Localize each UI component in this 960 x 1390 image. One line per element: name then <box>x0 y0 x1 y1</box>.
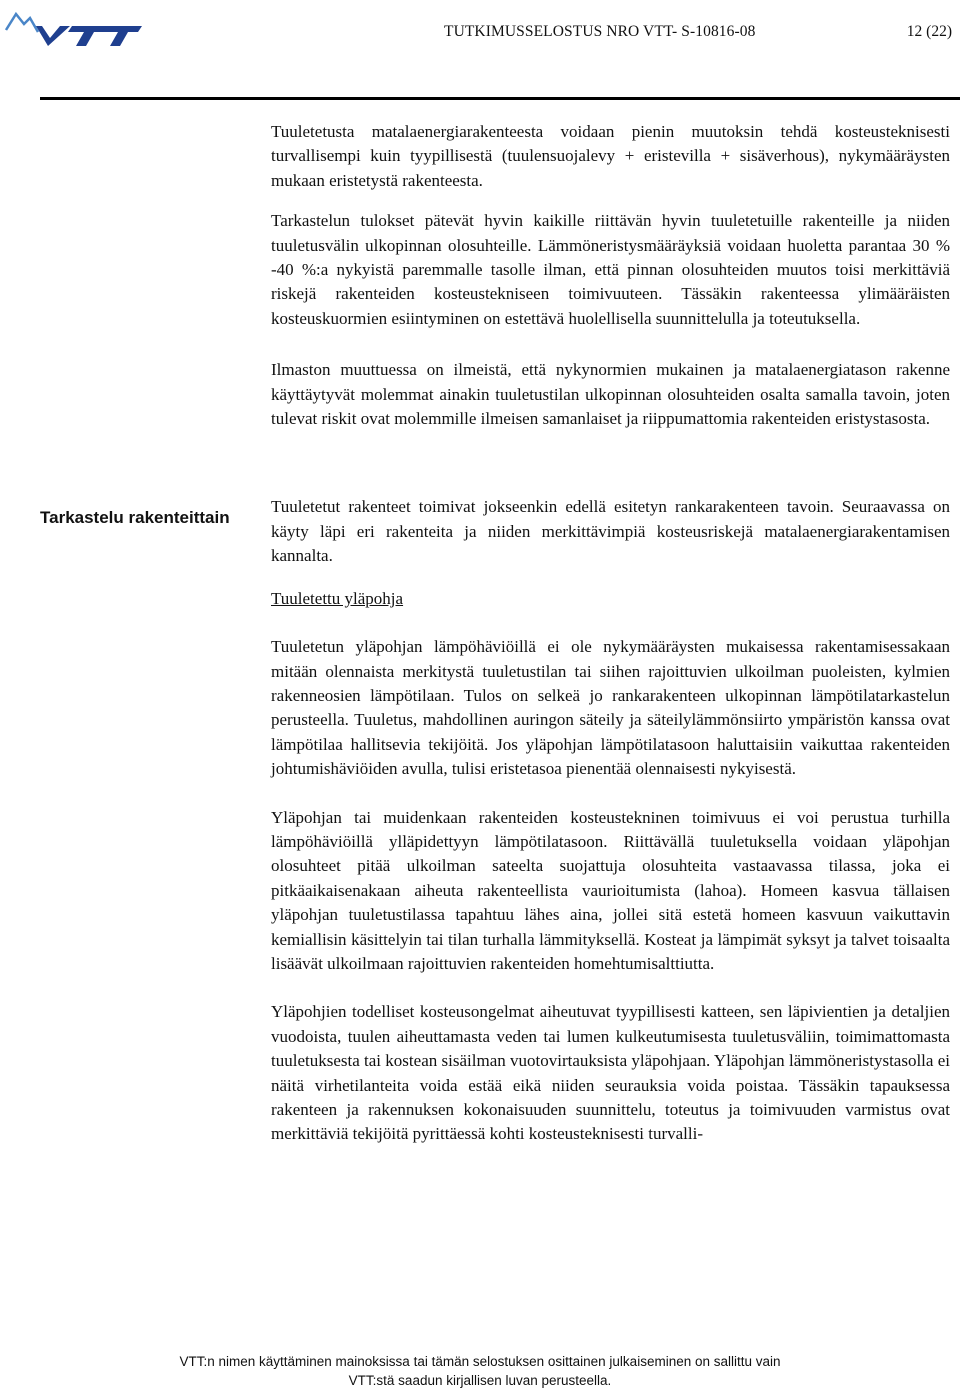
logo-letter-t2 <box>102 26 142 46</box>
paragraph-5: Tuuletetun yläpohjan lämpöhäviöillä ei ole nykymääräysten mukaisessa rakentamisessakaan mitään olennaista merkitystä tuuletustilan tai siihen rajoittuvien ulkoilman puoleisten, kylmien rakenneosien lämpötilaan. Tulos on selkeä jo rankarakenteen ulkopinnan lämpötilatarkastelun perusteella. Tuuletus, mahdollinen auringon säteily ja säteilylämmönsiirto ympäristön kanssa ovat lämpötilaa hallitsevia tekijöitä. Jos yläpohjan lämpötilatasoon haluttaisiin vaikuttaa rakenteiden johtumishäviöiden avulla, tulisi eristetasoa pienentää olennaisesti nykyisestä. <box>271 637 950 779</box>
vtt-logo <box>2 4 142 56</box>
paragraph-1: Tuuletetusta matalaenergiarakenteesta voidaan pienin muutoksin tehdä kosteusteknisesti turvallisempi kuin tyypillisestä (tuulensuojalevy + eristevilla + sisäverhous), nykymääräysten mukaan eristetystä rakenteesta. <box>271 122 950 190</box>
paragraph-7: Yläpohjien todelliset kosteusongelmat aiheutuvat tyypillisesti katteen, sen läpivientien ja detaljien vuodoista, tuulen aiheuttamasta veden tai lumen kulkeutumisesta tuuletusväliin, toimimattomasta tuuletuksesta tai kostean sisäilman vuotovirtauksista yläpohjaan. Yläpohjan lämmöneristystasolla ei näitä virhetilanteita voida estää eikä niiden seurauksia voida poistaa. Tässäkin tapauksessa rakenteen ja rakennuksen kokonaisuuden suunnittelu, toteutus ja toimivuuden varmistus ovat merkittäviä tekijöitä pyrittäessä kohti kosteusteknisesti turvalli- <box>271 1002 950 1144</box>
paragraph-3: Ilmaston muuttuessa on ilmeistä, että nykynormien mukainen ja matalaenergiatason rakenne käyttäytyvät molemmat ainakin tuuletustilan ulkopinnan olosuhteiden osalta samalla tavoin, joten tulevat riskit ovat molemmille ilmeisen samanlaiset ja riippumattomia rakenteiden eristystasosta. <box>271 360 950 429</box>
logo-letter-v <box>20 26 70 46</box>
logo-wave <box>6 14 38 32</box>
page-number: 12 (22) <box>906 23 952 40</box>
report-number: TUTKIMUSSELOSTUS NRO VTT- S-10816-08 <box>444 23 756 40</box>
section-heading: Tarkastelu rakenteittain <box>40 508 230 527</box>
footer-line-2: VTT:stä saadun kirjallisen luvan perusteella. <box>348 1373 612 1388</box>
footer-notice <box>0 1352 960 1390</box>
paragraph-2: Tarkastelun tulokset pätevät hyvin kaikille riittävän hyvin tuuletetuille rakenteille ja niiden tuuletusvälin ulkopinnan olosuhteille. Lämmöneristysmääräyksiä voidaan huoletta parantaa 30 % -40 %:a nykyistä paremmalle tasolle ilman, että pinnan olosuhteiden muutos toisi merkittäviä riskejä rakenteiden kosteustekniseen toimivuuteen. Tässäkin rakenteessa ylimääräisten kosteuskuormien esiintyminen on estettävä huolellisella suunnittelulla ja toteutuksella. <box>271 211 950 328</box>
logo-letter-t1 <box>68 26 110 46</box>
main-text <box>271 120 950 1147</box>
paragraph-4: Tuuletetut rakenteet toimivat jokseenkin edellä esitetyn rankarakenteen tavoin. Seuraavassa on käyty läpi eri rakenteita ja niiden merkittävimpiä kosteusriskejä matalaenergiarakentamisen kannalta. <box>271 497 950 566</box>
header-divider <box>40 97 960 100</box>
footer-line-1: VTT:n nimen käyttäminen mainoksissa tai tämän selostuksen osittainen julkaiseminen on sallittu vain <box>179 1354 781 1369</box>
subheading-tuuletettu-ylapohja: Tuuletettu yläpohja <box>271 588 404 608</box>
paragraph-6: Yläpohjan tai muidenkaan rakenteiden kosteustekninen toimivuus ei voi perustua turhilla lämpöhäviöillä ylläpidettyyn lämpötilatasoon. Riittävällä tuuletuksella voidaan yläpohjan olosuhteet pitää ulkoilman sateelta suojattuja olosuhteita vastaavassa tilassa, joka ei pitkäaikaisenakaan aiheuta rakenteellista vaurioitumista (lahoa). Homeen kasvua tällaisen yläpohjan tuuletustilassa tapahtuu lähes aina, jollei sitä estetä homeen kasvuun vaikuttavin kemiallisin käsittelyin tai tilan turhalla lämmityksellä. Kosteat ja lämpimät syksyt ja talvet toisaalta lisäävät ulkoilmaan rajoittuvien rakenteiden homehtumisalttiutta. <box>271 807 950 973</box>
